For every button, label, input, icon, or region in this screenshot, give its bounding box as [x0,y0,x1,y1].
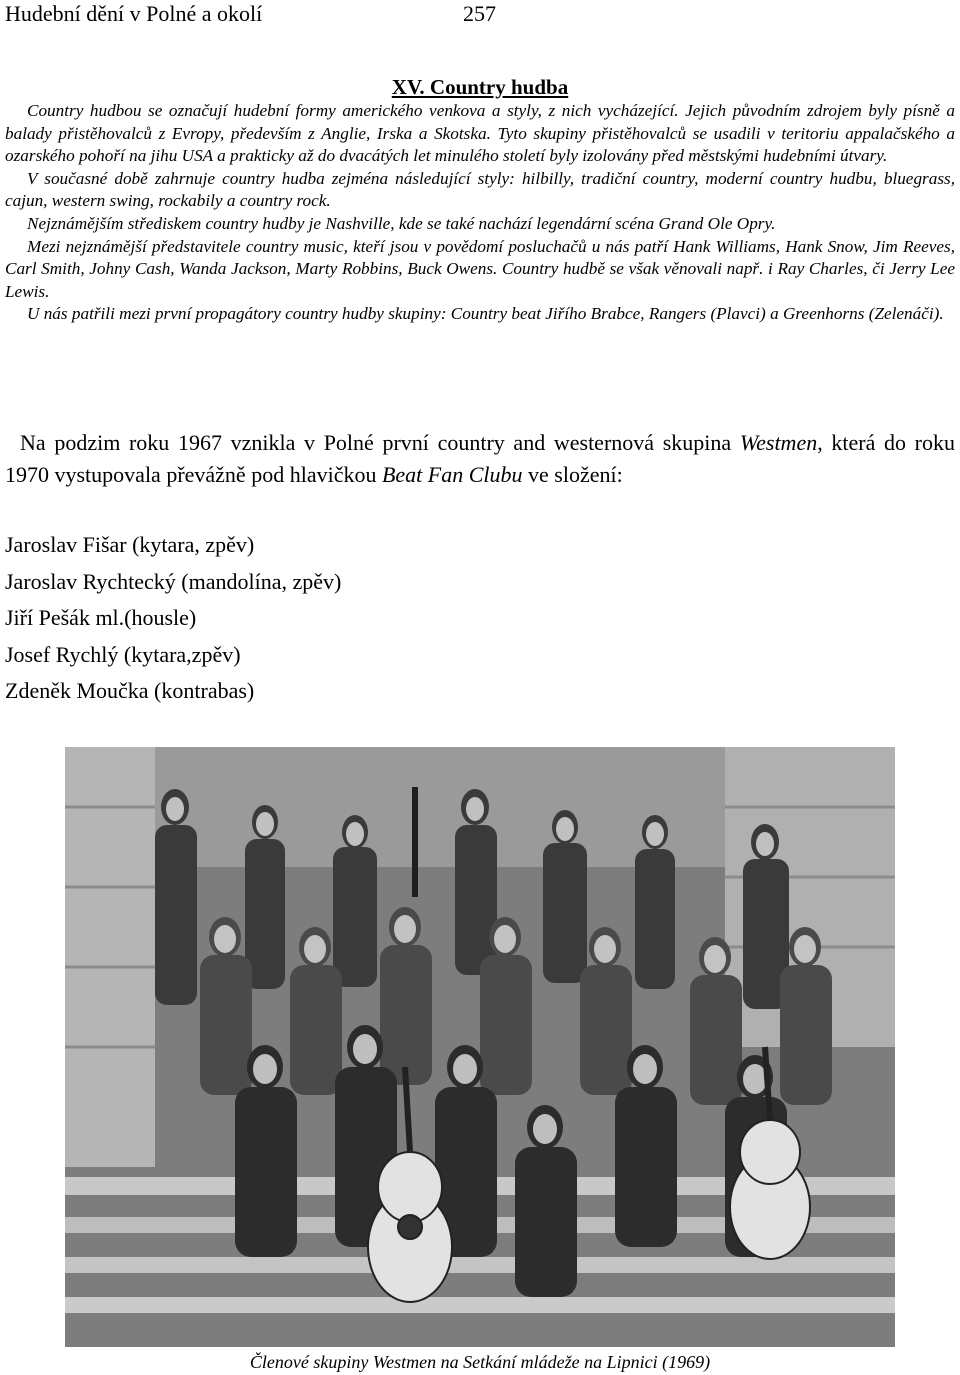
club-name: Beat Fan Clubu [381,462,523,487]
intro-paragraph: U nás patřili mezi první propagátory country hudby skupiny: Country beat Jiřího Brabce, Rangers (Plavci) a Greenhorns (Zelenáči). [27,304,944,324]
photo-caption: Členové skupiny Westmen na Setkání mládeže na Lipnici (1969) [249,1352,711,1372]
member-item: Josef Rychlý (kytara,zpěv) [5,641,241,667]
member-item: Jiří Pešák ml.(housle) [5,605,197,630]
intro-paragraph: V současné době zahrnuje country hudba zejména následující styly: hilbilly, tradiční country, moderní country hudbu, bluegrass, cajun, western swing, rockabily a country rock. [5,168,955,211]
member-item: Jaroslav Fišar (kytara, zpěv) [5,532,255,557]
member-list [5,527,341,710]
lead-text: ve složení: [522,462,623,487]
intro-paragraph: Mezi nejznámější představitele country music, kteří jsou v povědomí posluchačů u nás patří Hank Williams, Hank Snow, Jim Reeves, Carl Smith, Johny Cash, Wanda Jackson, Marty Robbins, Buck Owens. Country hudbě se však věnovali např. i Ray Charles, či Jerry Lee Lewis. [5,236,955,301]
member-item: Jaroslav Rychtecký (mandolína, zpěv) [5,568,342,594]
chapter-title: XV. Country hudba [391,75,569,99]
intro-paragraph: Nejznámějším střediskem country hudby je Nashville, kde se také nachází legendární scéna Grand Ole Opry. [27,213,776,233]
intro-text [5,100,955,326]
member-item: Zdeněk Moučka (kontrabas) [5,678,255,703]
lead-text: Na podzim roku 1967 vznikla v Polné první country and westernová skupina [20,430,740,455]
group-photo [65,747,895,1347]
intro-paragraph: Country hudbou se označují hudební formy amerického venkova a styly, z nich vycházející. Jejich původním zdrojem byly písně a balady přistěhovalců z Evropy, především z Anglie, Irska a Skotska. Tyto skupiny přistěhovalců se usadili v teritoriu appalačského a ozarského pohoří na jihu USA a prakticky až do dvacátých let minulého století byly izolovány před městskými hudebními útvary. [5,101,955,166]
page-number: 257 [463,1,496,26]
lead-paragraph [5,427,955,491]
running-title: Hudební dění v Polné a okolí [5,1,263,26]
band-name: Westmen [739,430,818,455]
group-photo-graphic [65,747,895,1347]
lead-text: , která do roku 1970 vystupovala převážně pod hlavičkou [5,430,955,487]
